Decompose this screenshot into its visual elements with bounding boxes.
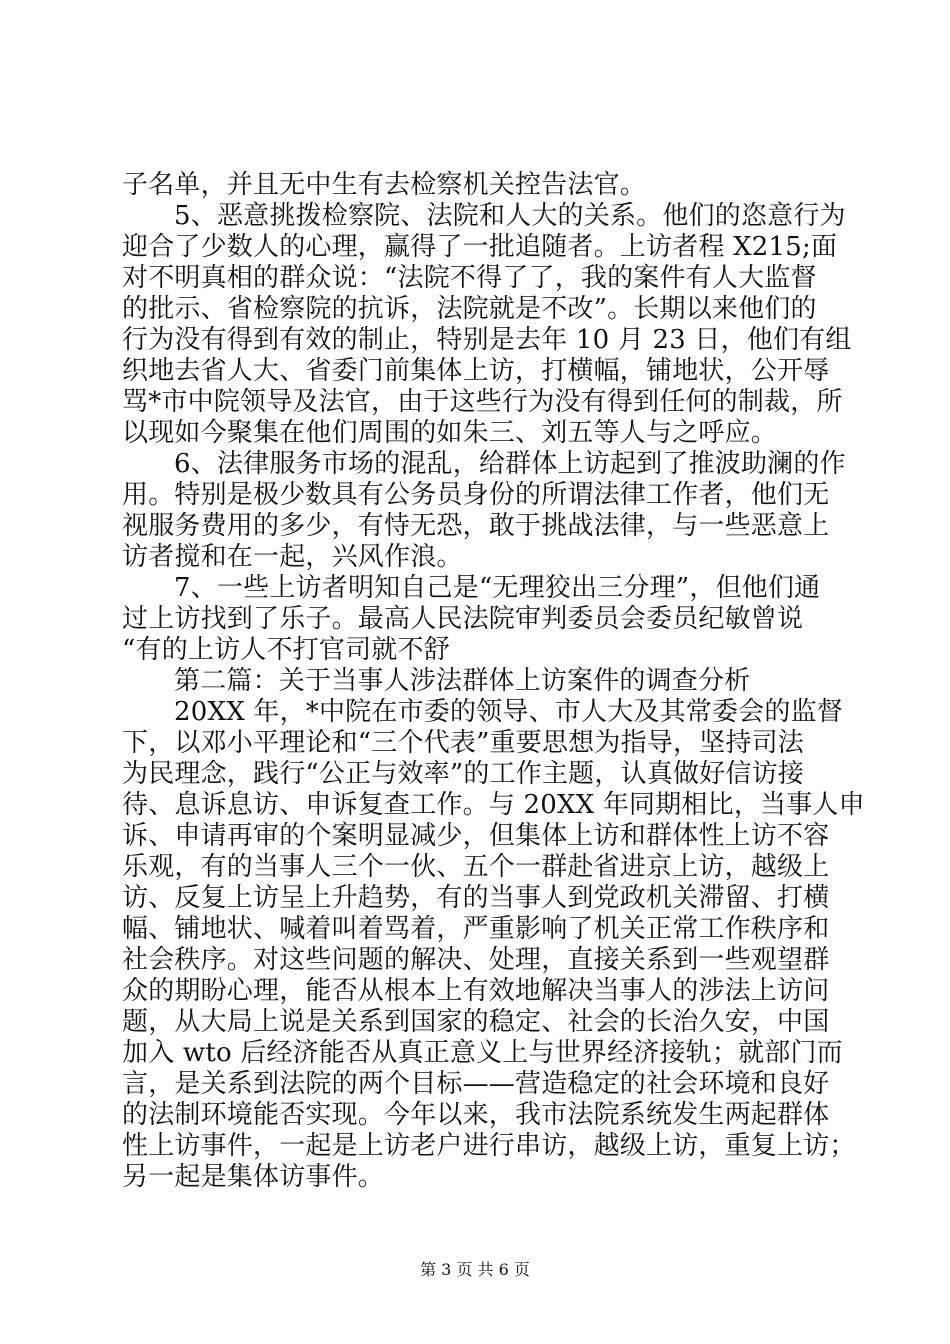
text-line: 下，以邓小平理论和“三个代表”重要思想为指导，坚持司法 — [122, 728, 804, 758]
text-line: 性上访事件，一起是上访老户进行串访，越级上访，重复上访； — [122, 1131, 856, 1161]
text-line: 用。特别是极少数具有公务员身份的所谓法律工作者，他们无 — [122, 480, 830, 510]
text-line: 为民理念，践行“公正与效率”的工作主题，认真做好信访接 — [122, 759, 804, 789]
text-line: 的批示、省检察院的抗诉，法院就是不改”。长期以来他们的 — [122, 294, 817, 324]
text-line: 加入 wto 后经济能否从真正意义上与世界经济接轨；就部门而 — [122, 1038, 843, 1068]
text-line: 子名单，并且无中生有去检察机关控告法官。 — [122, 170, 647, 200]
text-line: 乐观，有的当事人三个一伙、五个一群赴省进京上访，越级上 — [122, 852, 830, 882]
text-line: 访者搅和在一起，兴风作浪。 — [122, 542, 463, 572]
text-line: 第二篇：关于当事人涉法群体上访案件的调查分析 — [174, 666, 751, 696]
text-line: 过上访找到了乐子。最高人民法院审判委员会委员纪敏曾说 — [122, 604, 804, 634]
text-line: 5、恶意挑拨检察院、法院和人大的关系。他们的恣意行为 — [174, 201, 846, 231]
text-line: 行为没有得到有效的制止，特别是去年 10 月 23 日，他们有组 — [122, 325, 852, 355]
text-line: 诉、申请再审的个案明显减少，但集体上访和群体性上访不容 — [122, 821, 830, 851]
text-line: “有的上访人不打官司就不舒 — [122, 635, 450, 665]
text-line: 6、法律服务市场的混乱，给群体上访起到了推波助澜的作 — [174, 449, 846, 479]
text-line: 幅、铺地状、喊着叫着骂着，严重影响了机关正常工作秩序和 — [122, 914, 830, 944]
text-line: 访、反复上访呈上升趋势，有的当事人到党政机关滞留、打横 — [122, 883, 830, 913]
text-line: 众的期盼心理，能否从根本上有效地解决当事人的涉法上访问 — [122, 976, 830, 1006]
text-line: 织地去省人大、省委门前集体上访，打横幅，铺地状，公开辱 — [122, 356, 830, 386]
text-line: 迎合了少数人的心理，赢得了一批追随者。上访者程 X215;面 — [122, 232, 838, 262]
text-line: 视服务费用的多少，有恃无恐，敢于挑战法律，与一些恶意上 — [122, 511, 830, 541]
text-line: 20XX 年，*中院在市委的领导、市人大及其常委会的监督 — [174, 697, 843, 727]
text-line: 7、一些上访者明知自己是“无理狡出三分理”，但他们通 — [174, 573, 821, 603]
text-line: 骂*市中院领导及法官，由于这些行为没有得到任何的制裁，所 — [122, 387, 843, 417]
text-line: 言，是关系到法院的两个目标——营造稳定的社会环境和良好 — [122, 1069, 830, 1099]
text-line: 待、息诉息访、申诉复查工作。与 20XX 年同期相比，当事人申 — [122, 790, 865, 820]
page-footer: 第 3 页 共 6 页 — [420, 1260, 530, 1279]
text-line: 的法制环境能否实现。今年以来，我市法院系统发生两起群体 — [122, 1100, 830, 1130]
text-line: 社会秩序。对这些问题的解决、处理，直接关系到一些观望群 — [122, 945, 830, 975]
text-line: 题，从大局上说是关系到国家的稳定、社会的长治久安，中国 — [122, 1007, 830, 1037]
document-body — [122, 170, 865, 1193]
text-line: 对不明真相的群众说：“法院不得了了，我的案件有人大监督 — [122, 263, 817, 293]
text-line: 另一起是集体访事件。 — [122, 1162, 385, 1192]
text-line: 以现如今聚集在他们周围的如朱三、刘五等人与之呼应。 — [122, 418, 778, 448]
